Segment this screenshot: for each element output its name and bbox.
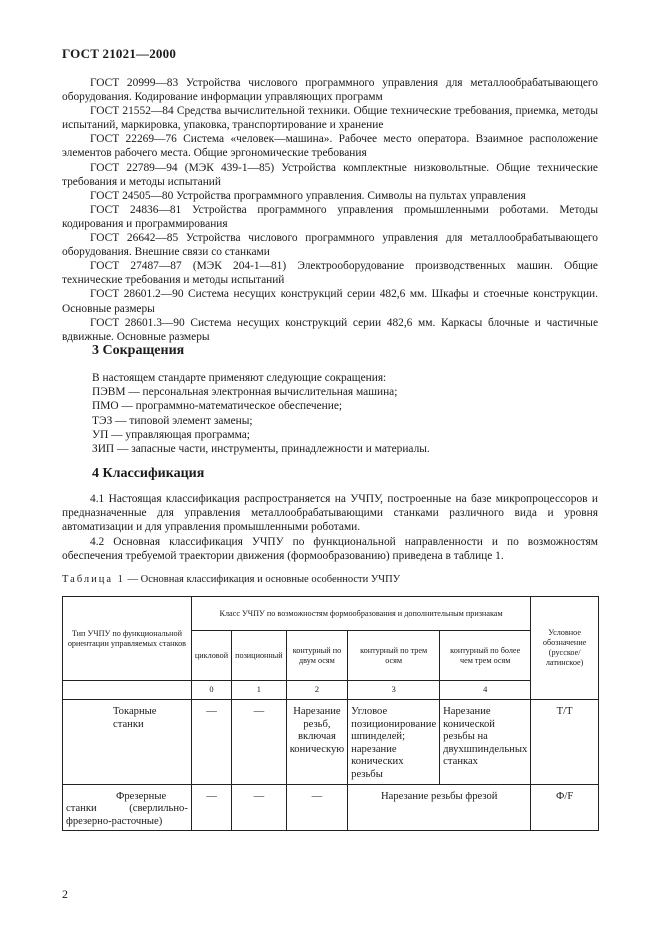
col-header-cyclic: цикловой — [191, 631, 231, 681]
col-number: 4 — [440, 681, 531, 700]
row-cell: — — [232, 700, 287, 785]
table-caption-label: Таблица 1 — [62, 574, 125, 585]
reference-item: ГОСТ 28601.2—90 Система несущих конструкций серии 482,6 мм. Шкафы и стоечные конструкции. Основные размеры — [62, 288, 598, 315]
table-row — [63, 784, 599, 831]
section-4-heading: 4 Классификация — [92, 466, 205, 481]
col-header-contour-more: контурный по более чем трем осям — [440, 631, 531, 681]
document-header: ГОСТ 21021—2000 — [62, 46, 177, 61]
col-header-symbol: Условное обозначение (русское/латинское) — [531, 597, 599, 700]
row-symbol-cell: Ф/F — [531, 784, 599, 831]
reference-item: ГОСТ 28601.3—90 Система несущих конструкций серии 482,6 мм. Каркасы блочные и частичные вдвижные. Основные размеры — [62, 316, 598, 343]
reference-item: ГОСТ 22789—94 (МЭК 439-1—85) Устройства комплектные низковольтные. Общие технические требования и методы испытаний — [62, 161, 598, 188]
col-header-contour-2: контурный по двум осям — [286, 631, 347, 681]
col-number: 0 — [191, 681, 231, 700]
row-cell: Угловое позиционирование шпинделей; нарезание конических резьбы — [348, 700, 440, 785]
row-type-cell: Токарные станки — [63, 700, 192, 785]
standards-reference-list — [62, 76, 598, 344]
table-caption-text: — Основная классификация и основные особенности УЧПУ — [124, 574, 401, 585]
classification-table — [62, 596, 599, 831]
paragraph-4-1: 4.1 Настоящая классификация распространяется на УЧПУ, построенные на базе микропроцессоров и предназначенные для управления металлообрабатывающими станками различного вида и уровня автоматизации и для управления промышленными роботами. — [62, 493, 598, 534]
reference-item: ГОСТ 26642—85 Устройства числового программного управления для металлообрабатывающего оборудования. Внешние связи со станками — [62, 232, 598, 259]
abbreviation-item: ЗИП — запасные части, инструменты, принадлежности и материалы. — [92, 443, 430, 456]
table-row — [63, 700, 599, 785]
col-number: 3 — [348, 681, 440, 700]
col-header-type: Тип УЧПУ по функциональной ориентации управляемых станков — [63, 597, 192, 681]
col-header-contour-3: контурный по трем осям — [348, 631, 440, 681]
row-cell: — — [191, 784, 231, 831]
paragraph-4-2: 4.2 Основная классификация УЧПУ по функциональной направленности и по возможностям обеспечения требуемой траектории движения (формообразованию) приведена в таблице 1. — [62, 536, 598, 563]
abbreviations-intro: В настоящем стандарте применяют следующие сокращения: — [92, 372, 387, 384]
reference-item: ГОСТ 22269—76 Система «человек—машина». Рабочее место оператора. Взаимное расположение элементов рабочего места. Общие эргономические требования — [62, 133, 598, 160]
row-cell: — — [191, 700, 231, 785]
col-header-class: Класс УЧПУ по возможностям формообразования и дополнительным признакам — [191, 597, 530, 631]
col-number: 2 — [286, 681, 347, 700]
col-number-blank — [63, 681, 192, 700]
page-number: 2 — [62, 887, 68, 901]
row-cell: — — [232, 784, 287, 831]
reference-item: ГОСТ 24836—81 Устройства программного управления промышленными роботами. Методы кодирования и программирования — [62, 203, 598, 230]
reference-item: ГОСТ 21552—84 Средства вычислительной техники. Общие технические требования, приемка, методы испытаний, маркировка, упаковка, транспортирование и хранение — [62, 105, 598, 132]
reference-item: ГОСТ 27487—87 (МЭК 204-1—81) Электрооборудование производственных машин. Общие технические требования и методы испытаний — [62, 260, 598, 287]
abbreviation-item: ПЭВМ — персональная электронная вычислительная машина; — [92, 386, 398, 399]
col-number: 1 — [232, 681, 287, 700]
abbreviation-item: ПМО — программно-математическое обеспечение; — [92, 400, 343, 413]
abbreviation-item: УП — управляющая программа; — [92, 428, 250, 441]
col-header-positional: позиционный — [232, 631, 287, 681]
row-cell: Нарезание конической резьбы на двухшпиндельных станках — [440, 700, 531, 785]
row-merged-cell: Нарезание резьбы фрезой — [348, 784, 531, 831]
table-caption — [62, 574, 400, 585]
row-cell: Нарезание резьб, включая коническую — [286, 700, 347, 785]
section-3-heading: 3 Сокращения — [92, 343, 185, 358]
row-symbol-cell: Т/Т — [531, 700, 599, 785]
reference-item: ГОСТ 24505—80 Устройства программного управления. Символы на пультах управления — [90, 189, 526, 202]
row-type-cell: Фрезерные станки (сверлильно-фрезерно-расточные) — [63, 784, 192, 831]
abbreviations-list — [92, 371, 430, 456]
abbreviation-item: ТЭЗ — типовой элемент замены; — [92, 414, 253, 427]
row-cell: — — [286, 784, 347, 831]
reference-item: ГОСТ 20999—83 Устройства числового программного управления для металлообрабатывающего оборудования. Кодирование информации управляющих программ — [62, 77, 598, 104]
